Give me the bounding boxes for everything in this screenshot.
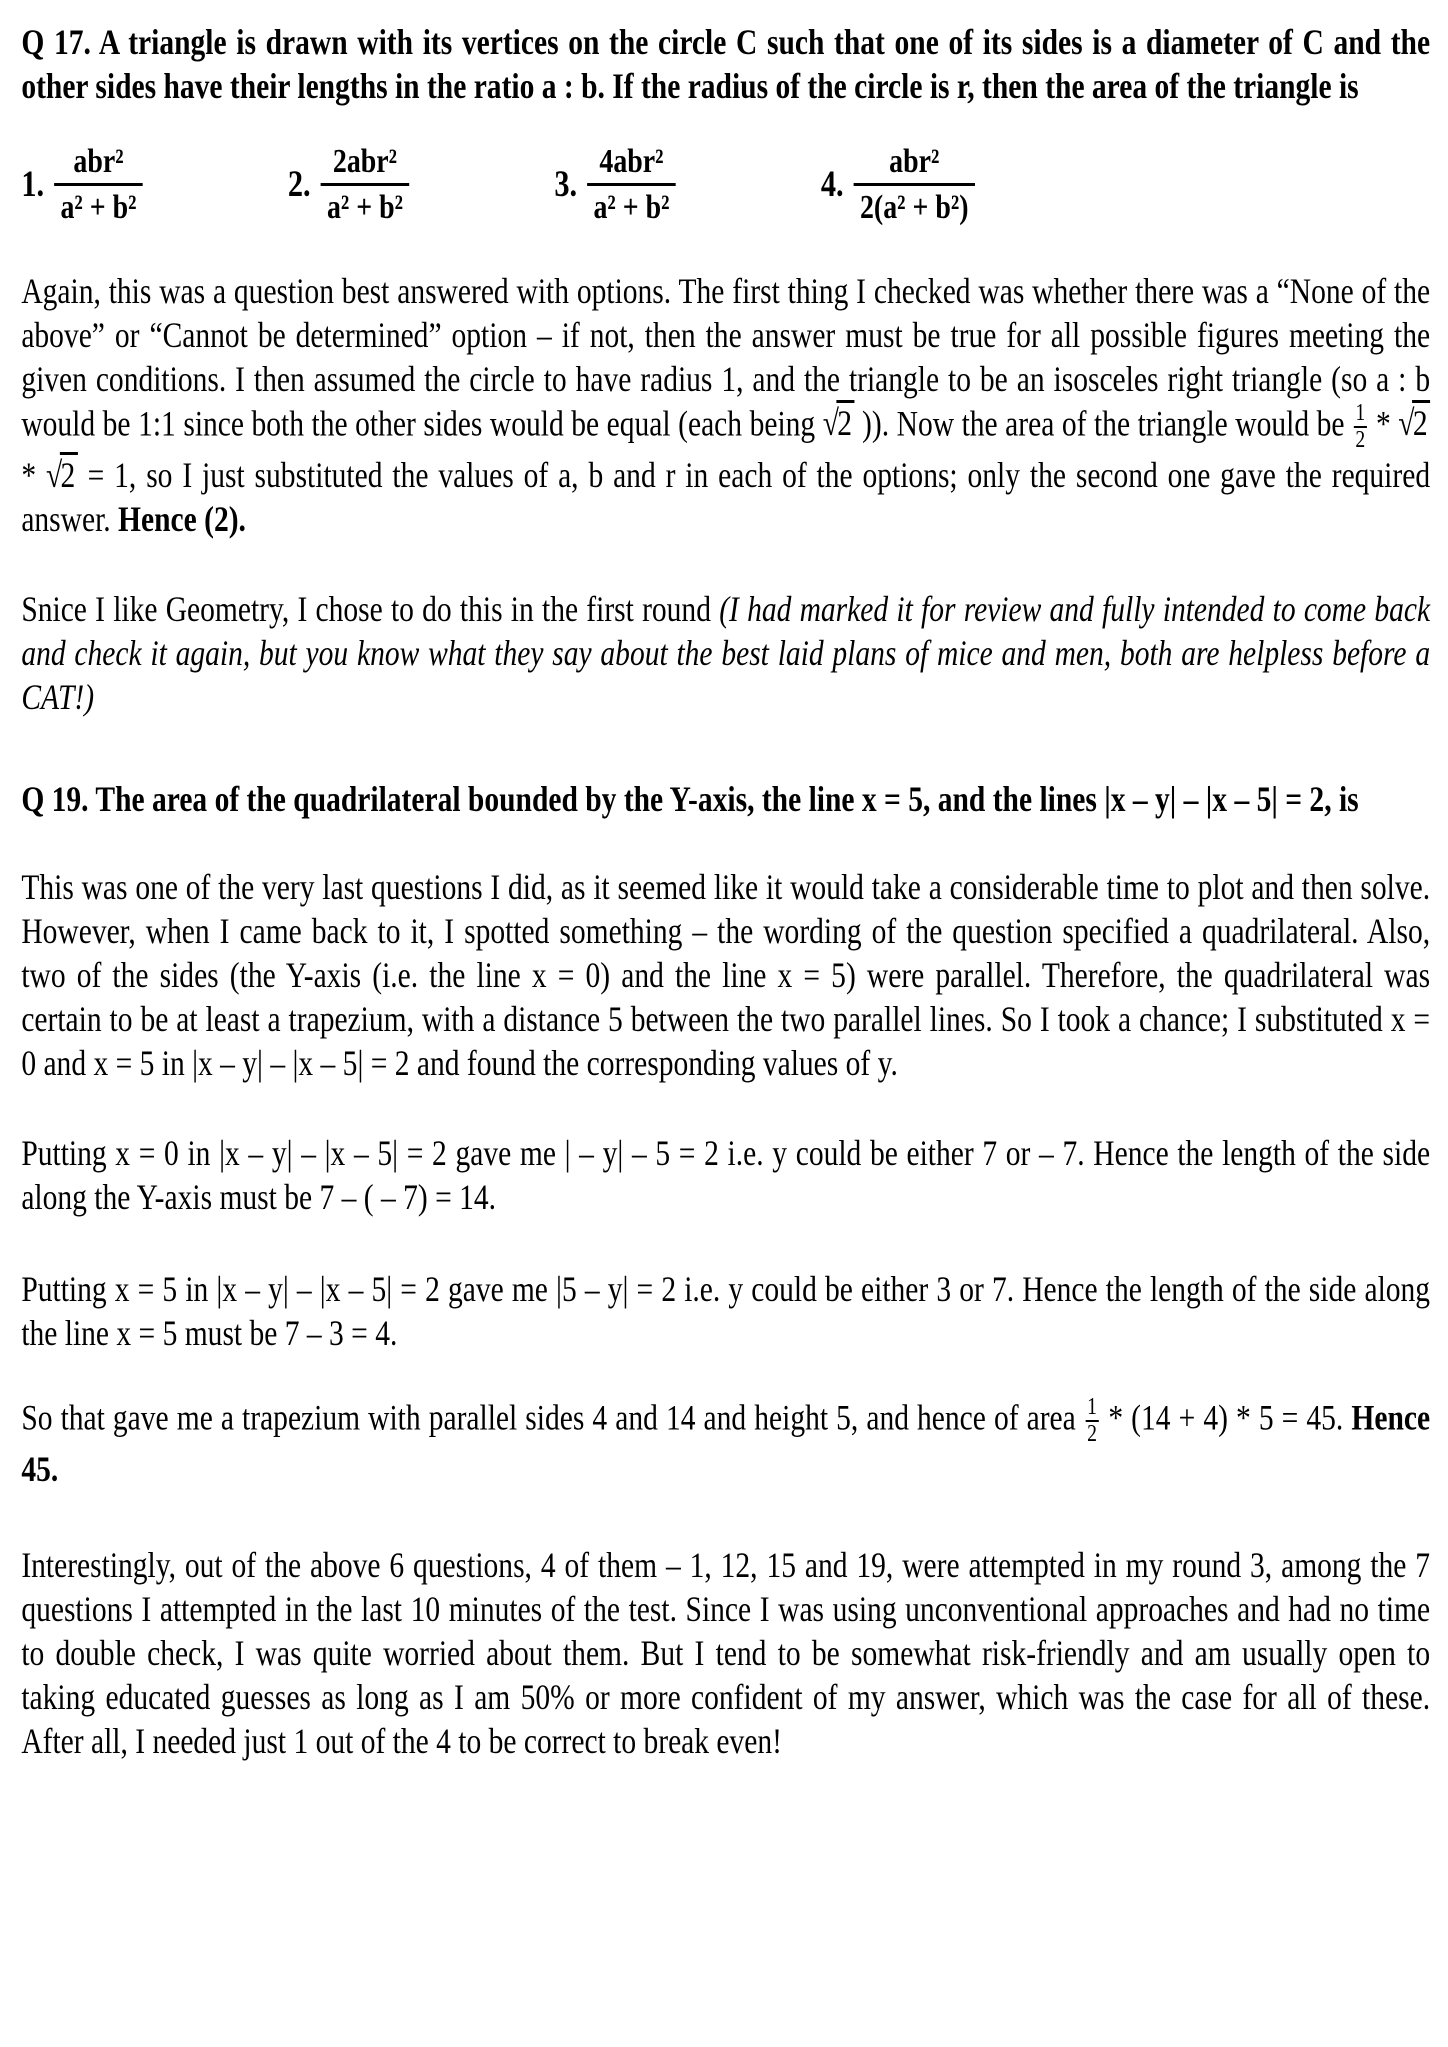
discussion-text-1: Again, this was a question best answered with options. The first thing I checked was whether there was a “None of the above” or “Cannot be determined” option – if not, then the answer must be true for all possible figures meeting the given conditions. I then assumed the circle to have radius 1, and the triangle to be an isosceles right triangle (so a : b would be 1:1 since both the other sides would be equal (each being	[21, 271, 1431, 444]
radicand: 2	[60, 452, 78, 495]
option-1-number: 1.	[21, 163, 45, 205]
fraction-denominator: 2	[1087, 1421, 1097, 1447]
q17-option-3	[554, 140, 821, 229]
sqrt-2-expression	[1398, 403, 1430, 443]
option-2-number: 2.	[287, 163, 311, 205]
fraction-denominator: a² + b²	[587, 183, 676, 229]
q17-option-4	[821, 140, 1087, 229]
fraction-numerator: 1	[1087, 1394, 1097, 1420]
area-lead-text: So that gave me a trapezium with parallel sides 4 and 14 and height 5, and hence of area	[21, 1397, 1084, 1438]
radical-sign: √	[45, 455, 62, 495]
discussion-text-2: )). Now the area of the triangle would be	[854, 403, 1353, 444]
fraction-one-half	[1354, 401, 1367, 453]
option-3-fraction	[587, 140, 676, 229]
q17-option-2	[288, 140, 555, 229]
sqrt-2-expression	[823, 403, 855, 443]
q19-area-paragraph	[21, 1395, 1430, 1491]
fraction-numerator: 1	[1355, 400, 1366, 426]
q19-approach-paragraph: This was one of the very last questions I did, as it seemed like it would take a considerable time to plot and then solve. However, when I came back to it, I spotted something – the wording of the question specified a quadrilateral. Also, two of the sides (the Y-axis (i.e. the line x = 0) and the line x = 5) were parallel. Therefore, the quadrilateral was certain to be at least a trapezium, with a distance 5 between the two parallel lines. So I took a chance; I substituted x = 0 and x = 5 in |x – y| – |x – 5| = 2 and found the corresponding values of y.	[21, 867, 1431, 1083]
closing-paragraph: Interestingly, out of the above 6 questions, 4 of them – 1, 12, 15 and 19, were attempted in my round 3, among the 7 questions I attempted in the last 10 minutes of the test. Since I was using unconventional approaches and had no time to double check, I was quite worried about them. But I tend to be somewhat risk-friendly and am usually open to taking educated guesses as long as I am 50% or more confident of my answer, which was the case for all of these. After all, I needed just 1 out of the 4 to be correct to break even!	[21, 1545, 1431, 1761]
multiply-operator: *	[1368, 403, 1399, 444]
fraction-numerator: abr²	[73, 143, 124, 180]
aside-italic-note: (I had marked it for review and fully intended to come back and check it again, but you know what they say about the best laid plans of mice and men, both are helpless before a CAT!)	[21, 589, 1431, 717]
radical-sign: √	[822, 403, 839, 444]
fraction-numerator: abr²	[889, 143, 940, 180]
q17-heading: Q 17. A triangle is drawn with its vertices on the circle C such that one of its sides is a diameter of C and the other sides have their lengths in the ratio a : b. If the radius of the circle is r, then the area of the triangle is	[21, 22, 1431, 106]
fraction-numerator: 4abr²	[599, 143, 664, 180]
q17-aside-paragraph	[21, 587, 1430, 719]
area-tail-text: * (14 + 4) * 5 = 45.	[1100, 1397, 1352, 1438]
fraction-denominator: a² + b²	[54, 183, 143, 229]
q19-substitution-x5-paragraph: Putting x = 5 in |x – y| – |x – 5| = 2 gave me |5 – y| = 2 i.e. y could be either 3 or 7. Hence the length of the side along the line x = 5 must be 7 – 3 = 4.	[21, 1269, 1431, 1353]
sqrt-2-expression	[46, 455, 78, 495]
multiply-operator: *	[21, 455, 46, 495]
fraction-denominator: 2	[1355, 427, 1366, 453]
fraction-one-half	[1085, 1395, 1098, 1447]
option-3-number: 3.	[554, 163, 578, 205]
fraction-denominator: a² + b²	[320, 183, 409, 229]
q19-substitution-x0-paragraph: Putting x = 0 in |x – y| – |x – 5| = 2 gave me | – y| – 5 = 2 i.e. y could be either 7 or – 7. Hence the length of the side along the Y-axis must be 7 – ( – 7) = 14.	[21, 1133, 1431, 1217]
radicand: 2	[836, 400, 854, 443]
fraction-numerator: 2abr²	[332, 143, 398, 180]
option-4-number: 4.	[820, 163, 844, 205]
q19-heading: Q 19. The area of the quadrilateral bounded by the Y-axis, the line x = 5, and the lines |x – y| – |x – 5| = 2, is	[21, 779, 1359, 819]
fraction-denominator: 2(a² + b²)	[853, 183, 975, 229]
aside-lead-text: Snice I like Geometry, I chose to do this in the first round	[21, 589, 720, 629]
q17-option-1	[21, 140, 288, 229]
option-4-fraction	[853, 140, 975, 229]
q17-answer-conclusion: Hence (2).	[118, 499, 246, 539]
radicand: 2	[1412, 400, 1430, 443]
q17-options-row	[21, 140, 1430, 229]
q17-discussion-paragraph	[21, 269, 1430, 541]
radical-sign: √	[1398, 403, 1414, 444]
option-1-fraction	[54, 140, 143, 229]
discussion-text-3: = 1, so I just substituted the values of a, b and r in each of the options; only the second one gave the required answer.	[21, 455, 1431, 539]
option-2-fraction	[320, 140, 409, 229]
q19-answer-conclusion: Hence 45.	[21, 1397, 1431, 1489]
